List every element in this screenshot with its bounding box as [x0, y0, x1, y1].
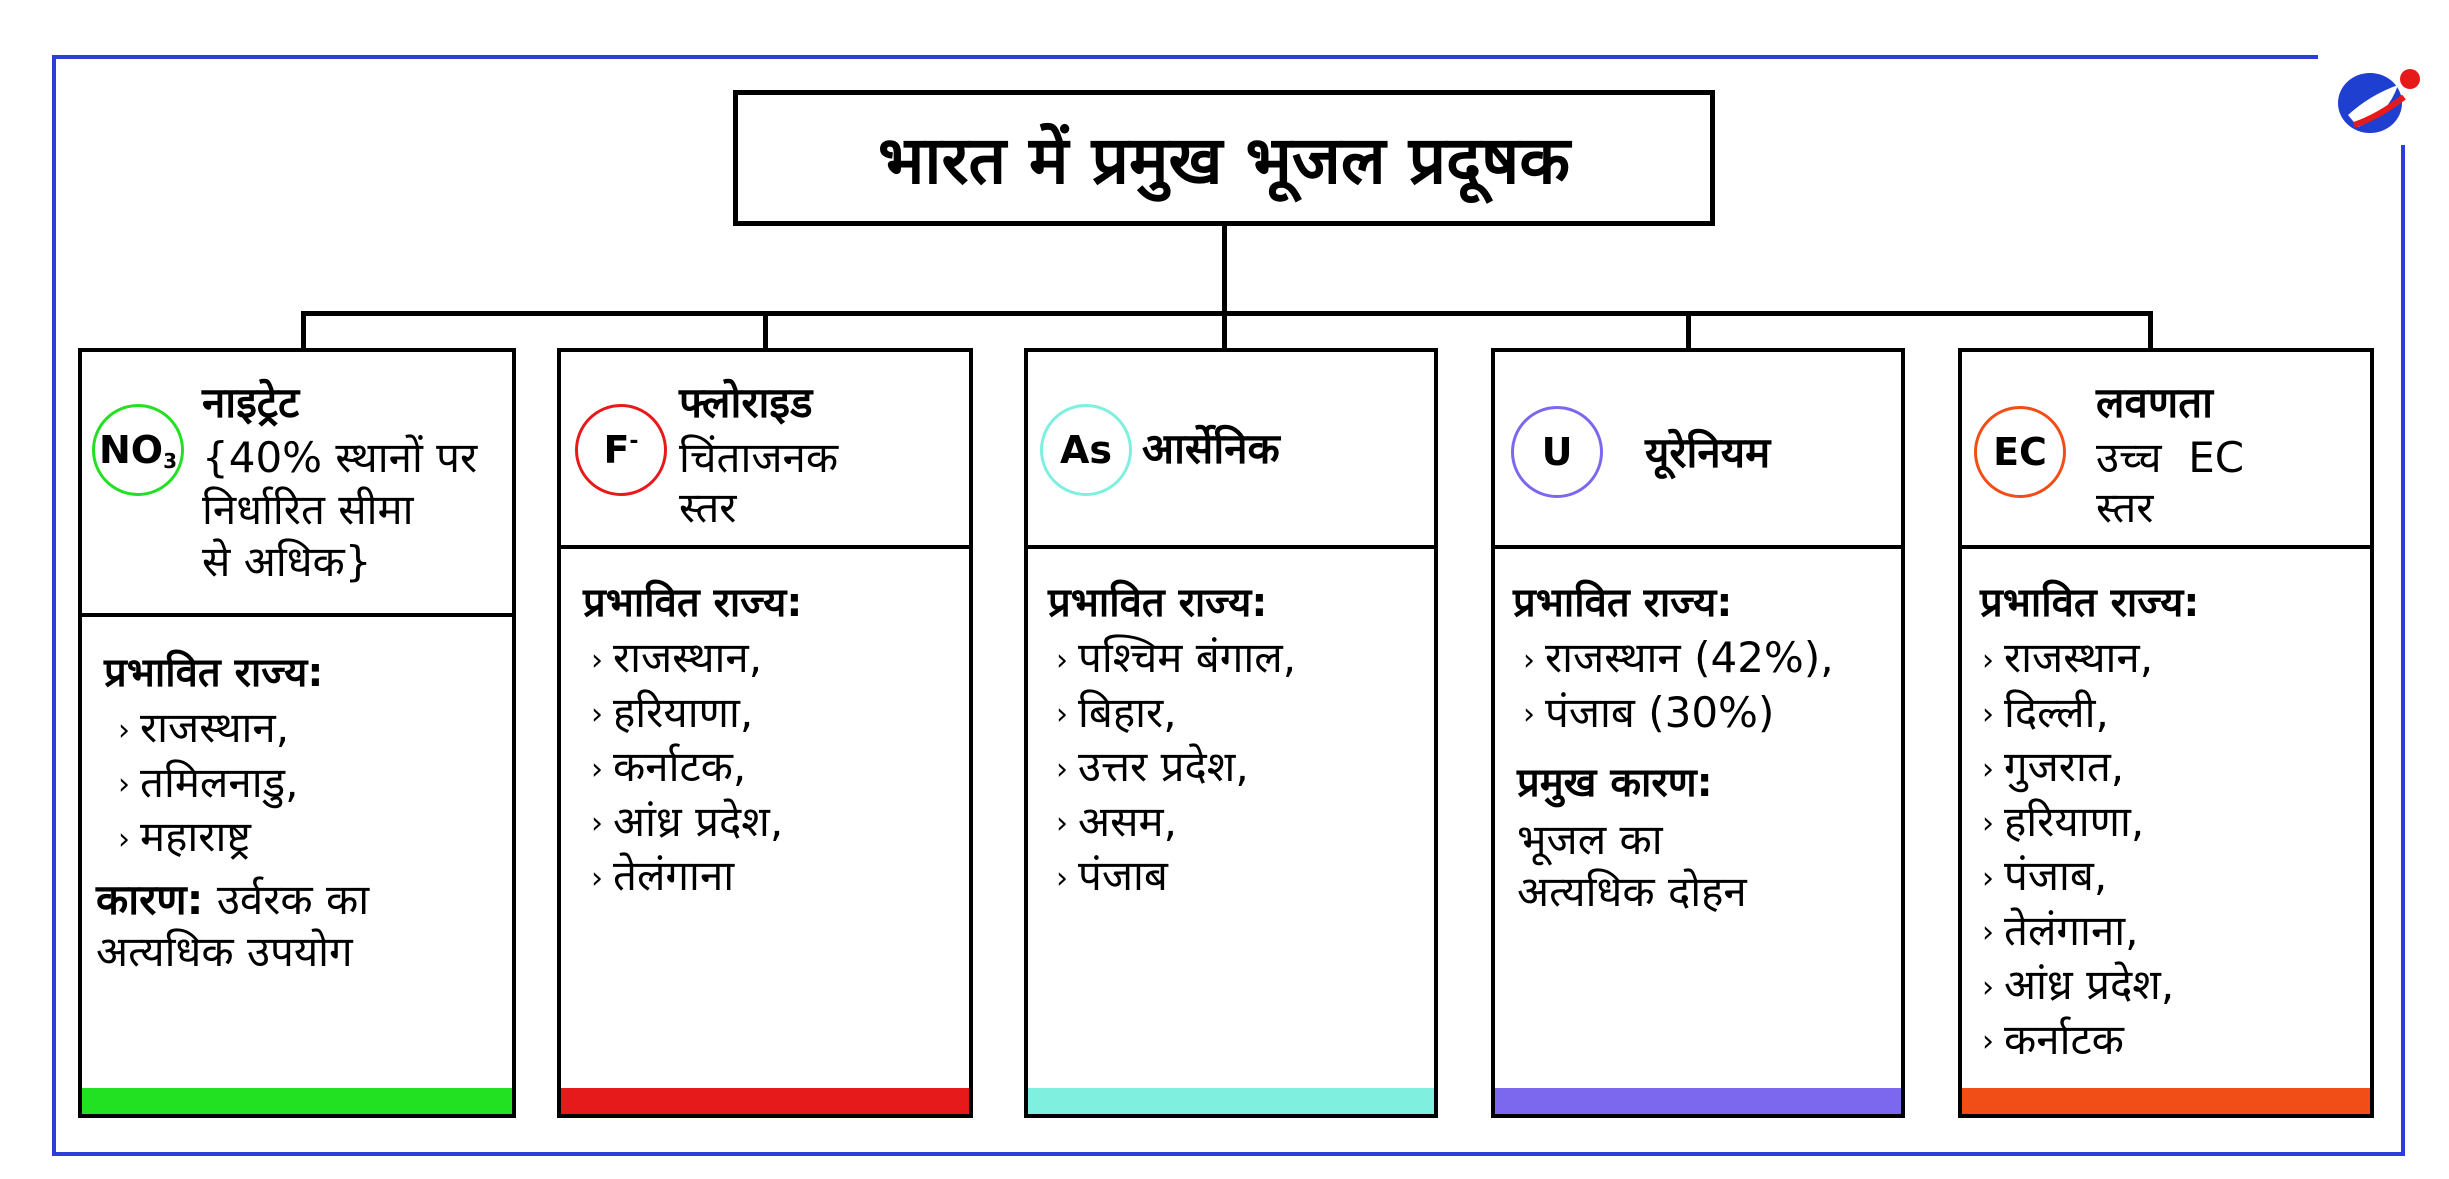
arsenic-symbol: As [1059, 428, 1113, 472]
list-item: › महाराष्ट्र [118, 812, 251, 861]
list-item: › तेलंगाना, [1982, 905, 2139, 955]
connector-nitrate [301, 311, 306, 349]
fluoride-name: फ्लोराइड [679, 378, 813, 427]
list-item: › उत्तर प्रदेश, [1056, 742, 1249, 791]
connector-trunk [1222, 226, 1227, 314]
nitrate-symbol: NO [98, 428, 164, 472]
list-item: › हरियाणा, [1982, 796, 2145, 846]
arsenic-states-list [1056, 632, 1296, 905]
salinity-name: लवणता [2096, 378, 2214, 427]
list-item: › बिहार, [1056, 687, 1177, 737]
connector-uranium [1686, 311, 1691, 349]
uranium-reason-2: अत्यधिक दोहन [1517, 867, 1747, 916]
uranium-name: यूरेनियम [1645, 428, 1771, 477]
fluoride-symbol-superscript: - [629, 428, 639, 454]
uranium-reason-label: प्रमुख कारण: [1517, 760, 1713, 806]
list-item: › राजस्थान, [1982, 633, 2154, 682]
salinity-symbol: EC [1993, 430, 2047, 474]
salinity-desc-2: स्तर [2096, 483, 2154, 532]
connector-horizontal [301, 311, 2153, 316]
fluoride-symbol: F [603, 428, 630, 472]
nitrate-states-label: प्रभावित राज्य: [104, 650, 324, 696]
nitrate-desc-1: {40% स्थानों पर [202, 433, 478, 482]
fluoride-symbol-badge [575, 404, 667, 496]
salinity-desc-1: उच्च EC [2096, 433, 2245, 482]
fluoride-states-label: प्रभावित राज्य: [583, 580, 803, 626]
connector-arsenic [1222, 311, 1227, 349]
card-uranium [1491, 348, 1905, 1118]
list-item: › असम, [1056, 796, 1177, 846]
list-item: › पंजाब [1056, 851, 1168, 900]
list-item: › आंध्र प्रदेश, [591, 796, 784, 846]
nitrate-desc-3: से अधिक} [202, 537, 372, 586]
list-item: › हरियाणा, [591, 687, 754, 737]
connector-fluoride [763, 311, 768, 349]
list-item: › तेलंगाना [591, 851, 735, 900]
list-item: › राजस्थान (42%), [1523, 633, 1834, 682]
list-item: › पंजाब, [1982, 851, 2108, 900]
card-nitrate [78, 348, 516, 1118]
fluoride-desc-2: स्तर [679, 483, 737, 532]
arsenic-symbol-badge [1040, 404, 1132, 496]
list-item: › दिल्ली, [1982, 687, 2109, 737]
uranium-reason-1: भूजल का [1517, 815, 1663, 864]
card-arsenic-header [1028, 352, 1434, 549]
nitrate-symbol-subscript: 3 [163, 449, 178, 473]
uranium-states-list [1523, 632, 1834, 741]
nitrate-reason-2: अत्यधिक उपयोग [96, 927, 353, 976]
salinity-symbol-badge [1974, 406, 2066, 498]
list-item: › राजस्थान, [591, 633, 763, 682]
uranium-color-bar [1495, 1088, 1901, 1114]
card-fluoride-header [561, 352, 969, 549]
nitrate-states-list [118, 702, 298, 866]
list-item: › पश्चिम बंगाल, [1056, 633, 1297, 682]
card-uranium-header [1495, 352, 1901, 549]
fluoride-states-list [591, 632, 783, 905]
nitrate-reason: कारण: उर्वरक का [96, 875, 370, 924]
connector-salinity [2148, 311, 2153, 349]
nitrate-color-bar [82, 1088, 512, 1114]
fluoride-color-bar [561, 1088, 969, 1114]
list-item: › राजस्थान, [118, 703, 290, 752]
brand-logo [2318, 55, 2438, 145]
list-item: › तमिलनाडु, [118, 757, 299, 807]
nitrate-symbol-badge [92, 404, 184, 496]
arsenic-color-bar [1028, 1088, 1434, 1114]
brand-logo-icon [2318, 55, 2438, 145]
salinity-color-bar [1962, 1088, 2370, 1114]
arsenic-states-label: प्रभावित राज्य: [1048, 580, 1268, 626]
nitrate-name: नाइट्रेट [202, 378, 300, 427]
card-salinity-header [1962, 352, 2370, 549]
diagram-title: भारत में प्रमुख भूजल प्रदूषक [733, 90, 1715, 226]
list-item: › कर्नाटक, [591, 742, 747, 791]
card-fluoride [557, 348, 973, 1118]
salinity-states-list [1982, 632, 2174, 1068]
fluoride-desc-1: चिंताजनक [679, 433, 839, 482]
arsenic-name: आर्सेनिक [1142, 424, 1280, 473]
salinity-states-label: प्रभावित राज्य: [1980, 580, 2200, 626]
card-salinity [1958, 348, 2374, 1118]
nitrate-desc-2: निर्धारित सीमा [202, 485, 414, 534]
uranium-symbol: U [1541, 430, 1573, 474]
list-item: › आंध्र प्रदेश, [1982, 960, 2175, 1009]
card-nitrate-header [82, 352, 512, 617]
uranium-states-label: प्रभावित राज्य: [1513, 580, 1733, 626]
card-arsenic [1024, 348, 1438, 1118]
list-item: › गुजरात, [1982, 742, 2125, 791]
uranium-symbol-badge [1511, 406, 1603, 498]
list-item: › पंजाब (30%) [1523, 687, 1775, 737]
list-item: › कर्नाटक [1982, 1014, 2124, 1064]
